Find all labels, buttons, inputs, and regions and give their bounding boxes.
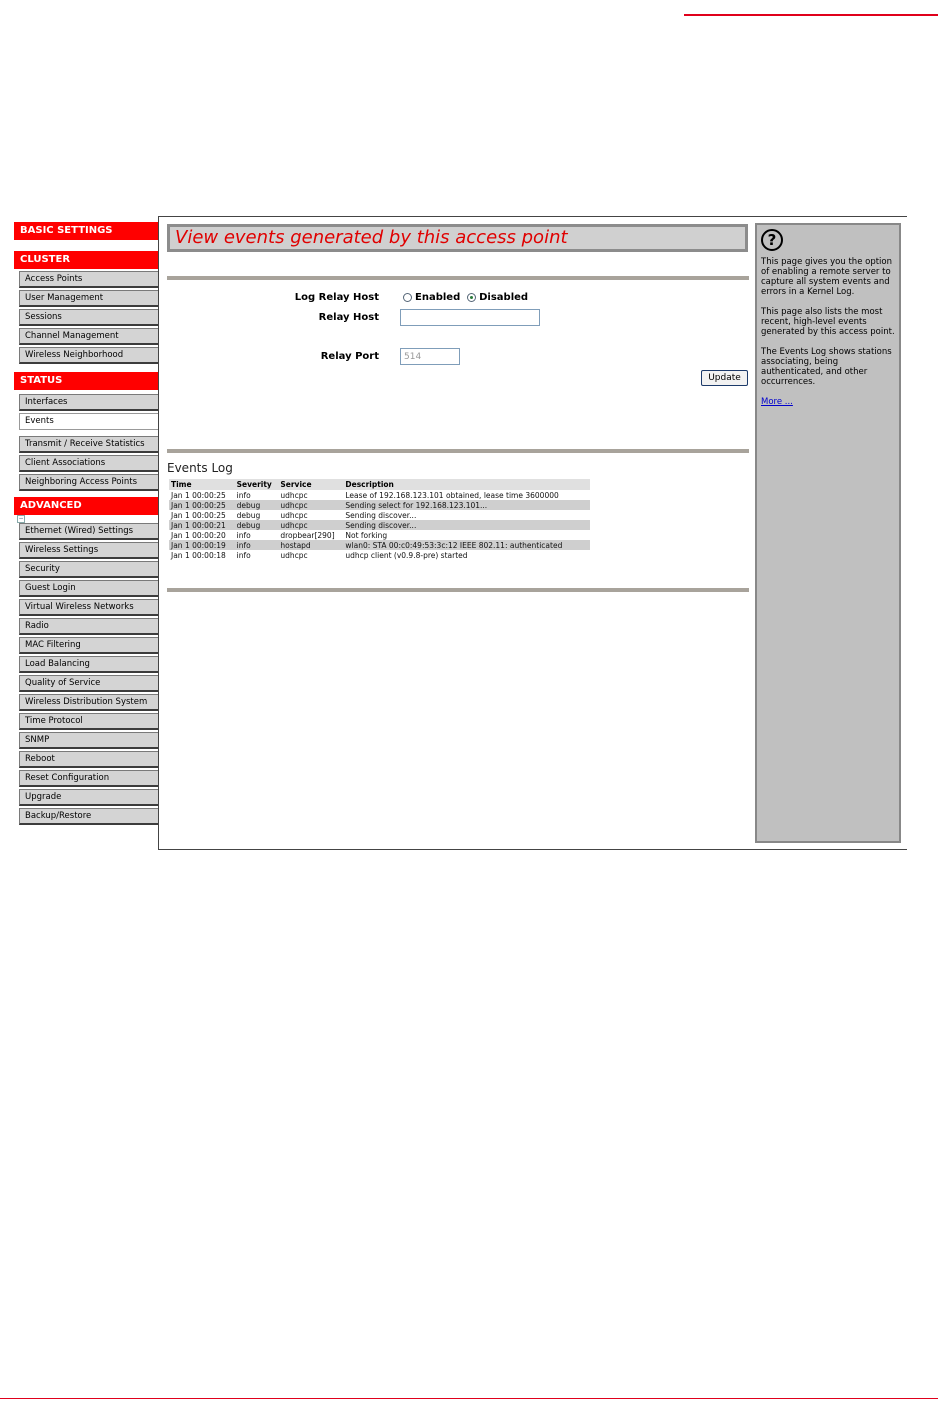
sidebar-item-user-management[interactable]: User Management: [19, 290, 159, 307]
column-header-description: Description: [343, 479, 590, 490]
events-table: [169, 479, 590, 560]
cell-time: Jan 1 00:00:18: [171, 550, 226, 560]
table-row: [169, 510, 590, 520]
cell-description: udhcp client (v0.9.8-pre) started: [345, 550, 468, 560]
page-title: View events generated by this access point: [175, 227, 568, 248]
table-row: [169, 530, 590, 540]
cell-severity: info: [236, 490, 251, 500]
cell-description: Sending discover...: [345, 510, 417, 520]
events-log-title: Events Log: [167, 461, 233, 475]
cell-service: udhcpc: [280, 510, 308, 520]
enabled-radio[interactable]: [403, 293, 412, 302]
help-text-2: This page also lists the most recent, high-level events generated by this access point.: [761, 307, 895, 337]
cell-severity: debug: [235, 520, 279, 530]
help-text-1: This page gives you the option of enabling a remote server to capture all system events and errors in a Kernel Log.: [761, 257, 892, 297]
help-text-3: The Events Log shows stations associating, being authenticated, and other occurrences.: [761, 347, 892, 387]
relay-port-label: Relay Port: [320, 351, 379, 362]
sidebar: [14, 222, 160, 827]
sidebar-item-time-protocol[interactable]: Time Protocol: [19, 713, 159, 730]
sidebar-item-wireless-settings[interactable]: Wireless Settings: [19, 542, 159, 559]
sidebar-item-interfaces[interactable]: Interfaces: [19, 394, 159, 411]
page-title-bar: [167, 224, 748, 252]
sidebar-item-load-balancing[interactable]: Load Balancing: [19, 656, 159, 673]
table-row: [169, 490, 590, 500]
table-row: [169, 550, 590, 560]
cell-description: Sending select for 192.168.123.101...: [343, 500, 590, 510]
cell-description: wlan0: STA 00:c0:49:53:3c:12 IEEE 802.11: authenticated: [343, 540, 590, 550]
events-header-row: [169, 479, 590, 490]
log-relay-radio-group: [403, 292, 532, 303]
sidebar-item-security[interactable]: Security: [19, 561, 159, 578]
sidebar-item-neighboring-aps[interactable]: Neighboring Access Points: [19, 474, 159, 491]
cell-time: Jan 1 00:00:25: [171, 490, 226, 500]
bottom-rule: [0, 1398, 938, 1399]
sidebar-item-sessions[interactable]: Sessions: [19, 309, 159, 326]
sidebar-item-access-points[interactable]: Access Points: [19, 271, 159, 288]
cell-severity: debug: [236, 510, 261, 520]
sidebar-item-client-associations[interactable]: Client Associations: [19, 455, 159, 472]
divider: [167, 588, 749, 592]
sidebar-item-tx-rx-statistics[interactable]: Transmit / Receive Statistics: [19, 436, 159, 453]
divider: [167, 449, 749, 453]
relay-host-label: Relay Host: [318, 312, 379, 323]
table-row: [169, 500, 590, 510]
cell-time: Jan 1 00:00:20: [171, 530, 226, 540]
sidebar-basic-settings[interactable]: BASIC SETTINGS: [14, 222, 159, 240]
table-row: [169, 540, 590, 550]
sidebar-item-reset-configuration[interactable]: Reset Configuration: [19, 770, 159, 787]
top-rule: [684, 14, 938, 16]
cell-service: dropbear[290]: [280, 530, 335, 540]
sidebar-item-upgrade[interactable]: Upgrade: [19, 789, 159, 806]
divider: [167, 276, 749, 280]
sidebar-item-reboot[interactable]: Reboot: [19, 751, 159, 768]
sidebar-item-snmp[interactable]: SNMP: [19, 732, 159, 749]
cell-service: udhcpc: [278, 520, 343, 530]
cell-time: Jan 1 00:00:21: [169, 520, 235, 530]
column-header-severity: Severity: [235, 479, 279, 490]
sidebar-cluster-head[interactable]: CLUSTER: [14, 251, 159, 269]
cell-severity: debug: [235, 500, 279, 510]
cell-service: udhcpc: [280, 490, 308, 500]
sidebar-item-wds[interactable]: Wireless Distribution System: [19, 694, 159, 711]
disabled-radio[interactable]: [467, 293, 476, 302]
sidebar-item-wireless-neighborhood[interactable]: Wireless Neighborhood: [19, 347, 159, 364]
sidebar-item-quality-of-service[interactable]: Quality of Service: [19, 675, 159, 692]
help-panel: [755, 223, 901, 843]
cell-time: Jan 1 00:00:25: [171, 510, 226, 520]
relay-host-input[interactable]: [400, 309, 540, 326]
column-header-time: Time: [169, 479, 235, 490]
sidebar-item-guest-login[interactable]: Guest Login: [19, 580, 159, 597]
cell-severity: info: [236, 530, 251, 540]
cell-service: udhcpc: [280, 550, 308, 560]
help-icon: ?: [761, 229, 783, 251]
sidebar-advanced-head[interactable]: ADVANCED: [14, 497, 159, 515]
log-relay-host-label: Log Relay Host: [294, 292, 379, 303]
cell-description: Not forking: [345, 530, 388, 540]
cell-service: hostapd: [278, 540, 343, 550]
more-link[interactable]: More ...: [761, 397, 793, 407]
cell-time: Jan 1 00:00:25: [169, 500, 235, 510]
sidebar-item-virtual-wireless-networks[interactable]: Virtual Wireless Networks: [19, 599, 159, 616]
sidebar-item-events[interactable]: Events: [19, 413, 159, 430]
cell-service: udhcpc: [278, 500, 343, 510]
update-button[interactable]: Update: [701, 370, 748, 386]
enabled-label: Enabled: [415, 292, 461, 303]
sidebar-item-radio[interactable]: Radio: [19, 618, 159, 635]
cell-description: Sending discover...: [343, 520, 590, 530]
cell-time: Jan 1 00:00:19: [169, 540, 235, 550]
cell-severity: info: [236, 550, 251, 560]
sidebar-item-channel-management[interactable]: Channel Management: [19, 328, 159, 345]
collapse-icon[interactable]: −: [18, 515, 24, 522]
column-header-service: Service: [278, 479, 343, 490]
table-row: [169, 520, 590, 530]
sidebar-status-head[interactable]: STATUS: [14, 372, 159, 390]
cell-description: Lease of 192.168.123.101 obtained, lease time 3600000: [345, 490, 559, 500]
sidebar-item-backup-restore[interactable]: Backup/Restore: [19, 808, 159, 825]
sidebar-item-ethernet-settings[interactable]: Ethernet (Wired) Settings: [19, 523, 159, 540]
cell-severity: info: [235, 540, 279, 550]
disabled-label: Disabled: [479, 292, 529, 303]
sidebar-item-mac-filtering[interactable]: MAC Filtering: [19, 637, 159, 654]
relay-port-input[interactable]: [400, 348, 460, 365]
